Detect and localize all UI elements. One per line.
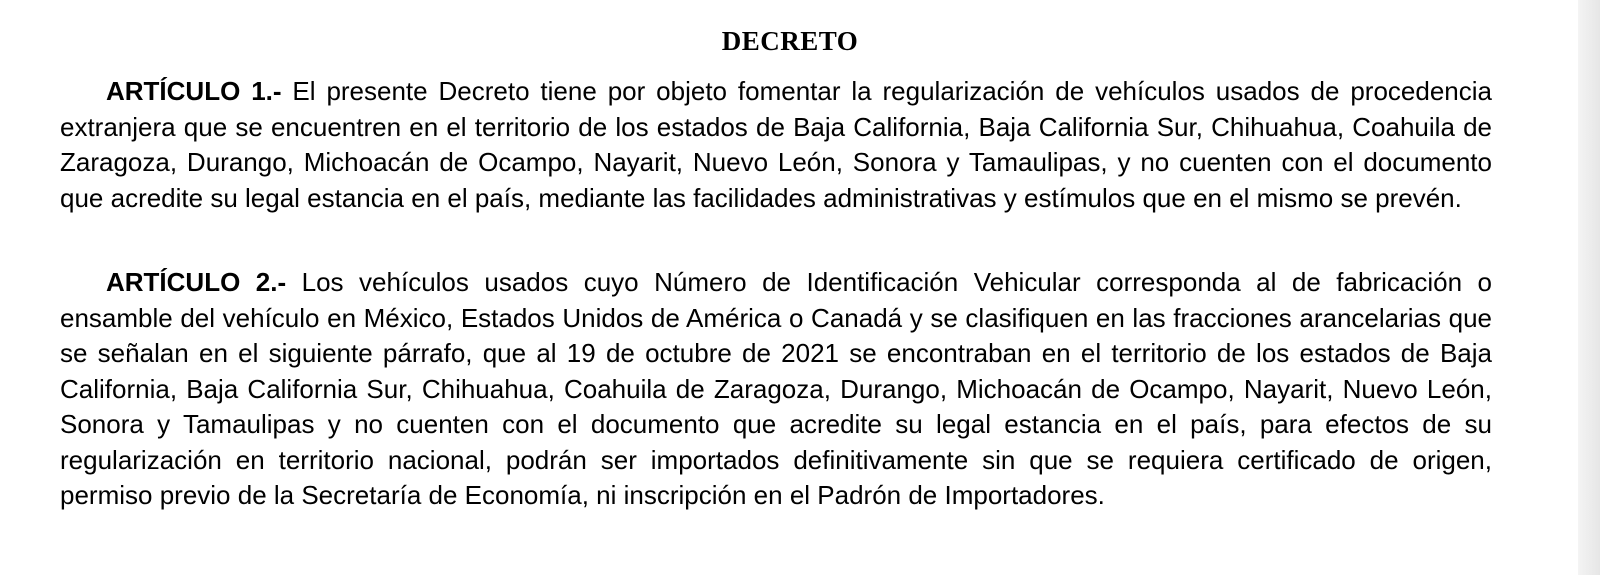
article-2-label: ARTÍCULO 2.- xyxy=(106,267,287,297)
cropped-previous-line xyxy=(60,0,500,8)
article-1-label: ARTÍCULO 1.- xyxy=(106,76,282,106)
article-2 xyxy=(60,265,1492,514)
document-title: DECRETO xyxy=(721,26,859,56)
article-2-text: Los vehículos usados cuyo Número de Identificación Vehicular corresponda al de fabricación o ensamble del vehículo en México, Estados Unidos de América o Canadá y se clasifiquen en las fracciones arancelarias que se señalan en el siguiente párrafo, que al 19 de octubre de 2021 se encontraban en el territorio de los estados de Baja California, Baja California Sur, Chihuahua, Coahuila de Zaragoza, Durango, Michoacán de Ocampo, Nayarit, Nuevo León, Sonora y Tamaulipas y no cuenten con el documento que acredite su legal estancia en el país, para efectos de su regularización en territorio nacional, podrán ser importados definitivamente sin que se requiera certificado de origen, permiso previo de la Secretaría de Economía, ni inscripción en el Padrón de Importadores. xyxy=(60,267,1492,510)
page-edge xyxy=(1578,0,1600,575)
article-1 xyxy=(60,74,1492,216)
article-1-text: El presente Decreto tiene por objeto fomentar la regularización de vehículos usados de procedencia extranjera que se encuentren en el territorio de los estados de Baja California, Baja California Sur, Chihuahua, Coahuila de Zaragoza, Durango, Michoacán de Ocampo, Nayarit, Nuevo León, Sonora y Tamaulipas, y no cuenten con el documento que acredite su legal estancia en el país, mediante las facilidades administrativas y estímulos que en el mismo se prevén. xyxy=(60,76,1492,213)
